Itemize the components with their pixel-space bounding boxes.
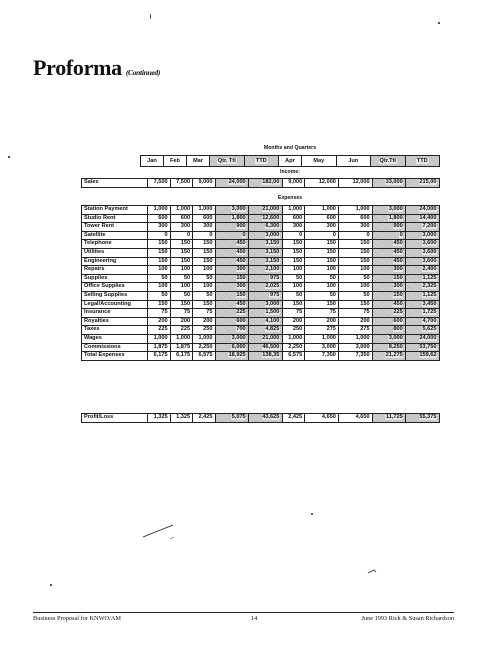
cell-value: 450 (372, 248, 406, 257)
cell-value: 2,100 (249, 266, 283, 275)
row-label: Supplies (82, 274, 148, 283)
cell-value: 975 (249, 274, 283, 283)
expense-row (82, 223, 440, 232)
cell-value: 1,000 (170, 334, 192, 343)
cell-value: 50 (282, 291, 304, 300)
cell-value: 1,125 (406, 274, 440, 283)
cell-value: 1,000 (305, 334, 339, 343)
cell-value: 12,600 (249, 214, 283, 223)
cell-value: 300 (372, 283, 406, 292)
cell-value: 300 (170, 223, 192, 232)
cell-value: 6,000 (215, 343, 249, 352)
title-note: (Continued) (125, 68, 161, 77)
row-label: Legal/Accounting (82, 300, 148, 309)
cell-value: 3,000 (215, 334, 249, 343)
cell-value: 4,100 (249, 317, 283, 326)
cell-value: 3,600 (406, 248, 440, 257)
cell-value: 450 (372, 240, 406, 249)
cell-value: 75 (148, 309, 170, 318)
cell-value: 2,425 (193, 414, 215, 423)
cell-value: 50 (148, 291, 170, 300)
page-title (33, 55, 160, 81)
cell-value: 275 (305, 326, 339, 335)
sales-table (81, 178, 440, 188)
cell-value: 600 (338, 214, 372, 223)
cell-value: 7,500 (148, 179, 170, 188)
row-label: Taxes (82, 326, 148, 335)
expense-row (82, 326, 440, 335)
sales-row (82, 179, 440, 188)
cell-value: 150 (193, 240, 215, 249)
row-label: Repairs (82, 266, 148, 275)
cell-value: 250 (282, 326, 304, 335)
cell-value: 3,000 (305, 343, 339, 352)
cell-value: 3,600 (406, 257, 440, 266)
cell-value: 150 (305, 300, 339, 309)
cell-value: 4,650 (338, 414, 372, 423)
cell-value: 1,800 (215, 214, 249, 223)
cell-value: 0 (372, 231, 406, 240)
cell-value: 600 (282, 214, 304, 223)
expense-row (82, 214, 440, 223)
cell-value: 2,250 (282, 343, 304, 352)
cell-value: 100 (148, 283, 170, 292)
cell-value: 1,875 (170, 343, 192, 352)
cell-value: 50 (193, 291, 215, 300)
cell-value: 75 (305, 309, 339, 318)
row-label: Commissions (82, 343, 148, 352)
row-label: Satellite (82, 231, 148, 240)
scan-speck (311, 513, 313, 515)
column-header: Jun (336, 156, 371, 167)
expenses-table (81, 205, 440, 361)
cell-value: 55,375 (406, 414, 440, 423)
expense-row (82, 334, 440, 343)
cell-value: 3,000 (372, 206, 406, 215)
cell-value: 300 (193, 223, 215, 232)
cell-value: 1,000 (338, 334, 372, 343)
cell-value: 8,250 (372, 343, 406, 352)
cell-value: 50 (193, 274, 215, 283)
cell-value: 100 (305, 266, 339, 275)
cell-value: 4,650 (305, 414, 339, 423)
column-header: Apr (279, 156, 302, 167)
cell-value: 3,000 (372, 334, 406, 343)
cell-value: 53,750 (406, 343, 440, 352)
cell-value: 3,000 (249, 231, 283, 240)
expense-row (82, 240, 440, 249)
cell-value: 975 (249, 291, 283, 300)
cell-value: 24,000 (406, 334, 440, 343)
cell-value: 200 (338, 317, 372, 326)
cell-value: 75 (170, 309, 192, 318)
cell-value: 150 (148, 248, 170, 257)
cell-value: 100 (338, 266, 372, 275)
pen-mark (366, 568, 378, 576)
cell-value: 900 (372, 223, 406, 232)
cell-value: 150 (193, 257, 215, 266)
cell-value: 3,000 (406, 231, 440, 240)
cell-value: 6,300 (249, 223, 283, 232)
cell-value: 1,325 (170, 414, 192, 423)
cell-value: 0 (215, 231, 249, 240)
cell-value: 600 (193, 214, 215, 223)
cell-value: 700 (215, 326, 249, 335)
cell-value: 33,000 (372, 179, 406, 188)
cell-value: 150 (282, 257, 304, 266)
cell-value: 5,625 (406, 326, 440, 335)
cell-value: 150 (305, 257, 339, 266)
cell-value: 600 (215, 317, 249, 326)
cell-value: 4,825 (249, 326, 283, 335)
column-header: May (302, 156, 337, 167)
cell-value: 150 (215, 291, 249, 300)
cell-value: 600 (305, 214, 339, 223)
cell-value: 18,925 (215, 352, 249, 361)
cell-value: 150 (338, 240, 372, 249)
cell-value: 2,325 (406, 283, 440, 292)
scan-speck (150, 14, 151, 19)
cell-value: 150 (170, 300, 192, 309)
cell-value: 100 (170, 266, 192, 275)
expenses-label: Expenses (277, 195, 303, 201)
row-label: Wages (82, 334, 148, 343)
profit-loss-table (81, 413, 440, 423)
cell-value: 6,575 (193, 352, 215, 361)
column-header-row (140, 155, 440, 167)
cell-value: 4,700 (406, 317, 440, 326)
cell-value: 50 (338, 274, 372, 283)
cell-value: 150 (170, 257, 192, 266)
row-label: Tower Rent (82, 223, 148, 232)
cell-value: 150 (372, 291, 406, 300)
cell-value: 450 (215, 300, 249, 309)
cell-value: 50 (170, 274, 192, 283)
cell-value: 150 (148, 300, 170, 309)
expense-row (82, 257, 440, 266)
cell-value: 75 (338, 309, 372, 318)
cell-value: 0 (305, 231, 339, 240)
cell-value: 9,000 (193, 179, 215, 188)
cell-value: 225 (215, 309, 249, 318)
cell-value: 2,425 (282, 414, 304, 423)
cell-value: 0 (338, 231, 372, 240)
cell-value: 1,000 (282, 206, 304, 215)
column-header: TTD (405, 156, 440, 167)
cell-value: 100 (193, 266, 215, 275)
cell-value: 3,000 (338, 343, 372, 352)
column-header: Feb (164, 156, 187, 167)
row-label: Engineering (82, 257, 148, 266)
cell-value: 7,200 (406, 223, 440, 232)
row-label: Office Supplies (82, 283, 148, 292)
cell-value: 450 (215, 240, 249, 249)
cell-value: 0 (282, 231, 304, 240)
cell-value: 100 (148, 266, 170, 275)
cell-value: 200 (305, 317, 339, 326)
column-header: Qtr. Ttl (210, 156, 245, 167)
cell-value: 1,125 (406, 291, 440, 300)
cell-value: 75 (282, 309, 304, 318)
row-label: Telephone (82, 240, 148, 249)
expense-row (82, 248, 440, 257)
cell-value: 100 (282, 266, 304, 275)
cell-value: 6,175 (148, 352, 170, 361)
footer-page-number: 14 (251, 615, 258, 622)
cell-value: 150 (305, 248, 339, 257)
row-label: Utilities (82, 248, 148, 257)
expense-row (82, 231, 440, 240)
column-header: Jan (141, 156, 164, 167)
page-footer (33, 612, 454, 625)
cell-value: 200 (170, 317, 192, 326)
cell-value: 150 (193, 300, 215, 309)
column-header: TTD (244, 156, 279, 167)
cell-value: 1,000 (193, 334, 215, 343)
cell-value: 300 (372, 266, 406, 275)
expense-row (82, 206, 440, 215)
expense-row (82, 274, 440, 283)
cell-value: 215,00 (406, 179, 440, 188)
cell-value: 182,00 (249, 179, 283, 188)
cell-value: 3,150 (249, 240, 283, 249)
cell-value: 24,000 (215, 179, 249, 188)
row-label: Insurance (82, 309, 148, 318)
cell-value: 150 (282, 240, 304, 249)
cell-value: 3,150 (249, 248, 283, 257)
cell-value: 300 (282, 223, 304, 232)
scan-speck (8, 156, 10, 158)
cell-value: 600 (372, 317, 406, 326)
cell-value: 450 (372, 257, 406, 266)
cell-value: 100 (193, 283, 215, 292)
cell-value: 100 (338, 283, 372, 292)
pen-mark (140, 522, 180, 542)
column-header: Mar (187, 156, 210, 167)
cell-value: 1,000 (282, 334, 304, 343)
cell-value: 200 (282, 317, 304, 326)
cell-value: 150 (170, 248, 192, 257)
row-label: Sales (82, 179, 148, 188)
cell-value: 100 (282, 283, 304, 292)
cell-value: 12,000 (305, 179, 339, 188)
cell-value: 600 (170, 214, 192, 223)
cell-value: 150 (215, 274, 249, 283)
cell-value: 150 (193, 248, 215, 257)
cell-value: 6,175 (170, 352, 192, 361)
cell-value: 50 (148, 274, 170, 283)
cell-value: 7,350 (305, 352, 339, 361)
cell-value: 450 (215, 257, 249, 266)
profit-loss-row (82, 414, 440, 423)
cell-value: 0 (148, 231, 170, 240)
cell-value: 800 (372, 326, 406, 335)
row-label: Total Expenses (82, 352, 148, 361)
row-label: Station Payment (82, 206, 148, 215)
cell-value: 150 (338, 248, 372, 257)
cell-value: 75 (193, 309, 215, 318)
cell-value: 3,000 (215, 206, 249, 215)
cell-value: 150 (148, 257, 170, 266)
cell-value: 1,000 (170, 206, 192, 215)
cell-value: 3,150 (249, 257, 283, 266)
cell-value: 6,575 (282, 352, 304, 361)
row-label: Selling Supplies (82, 291, 148, 300)
cell-value: 450 (215, 248, 249, 257)
cell-value: 2,400 (406, 266, 440, 275)
cell-value: 1,000 (305, 206, 339, 215)
cell-value: 14,400 (406, 214, 440, 223)
cell-value: 150 (282, 248, 304, 257)
expense-row (82, 283, 440, 292)
cell-value: 150 (282, 300, 304, 309)
cell-value: 150 (338, 257, 372, 266)
cell-value: 0 (170, 231, 192, 240)
cell-value: 50 (282, 274, 304, 283)
cell-value: 50 (305, 274, 339, 283)
cell-value: 150 (148, 240, 170, 249)
cell-value: 150 (170, 240, 192, 249)
cell-value: 150 (338, 300, 372, 309)
cell-value: 300 (338, 223, 372, 232)
cell-value: 1,000 (193, 206, 215, 215)
cell-value: 5,075 (215, 414, 249, 423)
cell-value: 275 (338, 326, 372, 335)
cell-value: 0 (193, 231, 215, 240)
cell-value: 21,000 (249, 334, 283, 343)
cell-value: 150 (372, 274, 406, 283)
cell-value: 300 (215, 266, 249, 275)
cell-value: 3,450 (406, 300, 440, 309)
cell-value: 1,000 (148, 206, 170, 215)
cell-value: 1,000 (148, 334, 170, 343)
cell-value: 600 (148, 214, 170, 223)
cell-value: 2,025 (249, 283, 283, 292)
cell-value: 300 (148, 223, 170, 232)
scan-speck (50, 584, 52, 586)
footer-right: June 1993 Rick & Susan Richardson (361, 615, 454, 622)
cell-value: 1,800 (372, 214, 406, 223)
expense-row (82, 317, 440, 326)
row-label: Studio Rent (82, 214, 148, 223)
cell-value: 225 (170, 326, 192, 335)
cell-value: 1,500 (249, 309, 283, 318)
cell-value: 21,000 (249, 206, 283, 215)
expense-row (82, 343, 440, 352)
row-label: Royalties (82, 317, 148, 326)
cell-value: 1,875 (148, 343, 170, 352)
cell-value: 12,000 (338, 179, 372, 188)
cell-value: 450 (372, 300, 406, 309)
header-caption: Months and Quarters (263, 145, 317, 151)
cell-value: 100 (170, 283, 192, 292)
cell-value: 159,62 (406, 352, 440, 361)
cell-value: 46,500 (249, 343, 283, 352)
cell-value: 200 (148, 317, 170, 326)
cell-value: 1,325 (148, 414, 170, 423)
cell-value: 138,35 (249, 352, 283, 361)
expense-row (82, 300, 440, 309)
cell-value: 225 (372, 309, 406, 318)
cell-value: 50 (170, 291, 192, 300)
cell-value: 1,725 (406, 309, 440, 318)
cell-value: 50 (338, 291, 372, 300)
cell-value: 150 (305, 240, 339, 249)
income-label: Income: (280, 169, 300, 175)
cell-value: 225 (148, 326, 170, 335)
cell-value: 300 (305, 223, 339, 232)
title-text: Proforma (33, 55, 122, 80)
cell-value: 200 (193, 317, 215, 326)
cell-value: 21,275 (372, 352, 406, 361)
cell-value: 1,000 (338, 206, 372, 215)
cell-value: 11,725 (372, 414, 406, 423)
expense-row (82, 266, 440, 275)
cell-value: 2,250 (193, 343, 215, 352)
row-label: Profit/Loss (82, 414, 148, 423)
total-expenses-row (82, 352, 440, 361)
cell-value: 50 (305, 291, 339, 300)
expense-row (82, 291, 440, 300)
expense-row (82, 309, 440, 318)
cell-value: 3,600 (406, 240, 440, 249)
cell-value: 24,000 (406, 206, 440, 215)
cell-value: 100 (305, 283, 339, 292)
cell-value: 300 (215, 283, 249, 292)
cell-value: 7,350 (338, 352, 372, 361)
cell-value: 900 (215, 223, 249, 232)
cell-value: 250 (193, 326, 215, 335)
column-header: Qtr.Ttl (371, 156, 406, 167)
footer-left: Business Proposal for KNWO/AM (33, 615, 121, 622)
cell-value: 7,500 (170, 179, 192, 188)
cell-value: 9,000 (282, 179, 304, 188)
cell-value: 3,000 (249, 300, 283, 309)
scan-speck (438, 22, 440, 24)
cell-value: 43,625 (249, 414, 283, 423)
